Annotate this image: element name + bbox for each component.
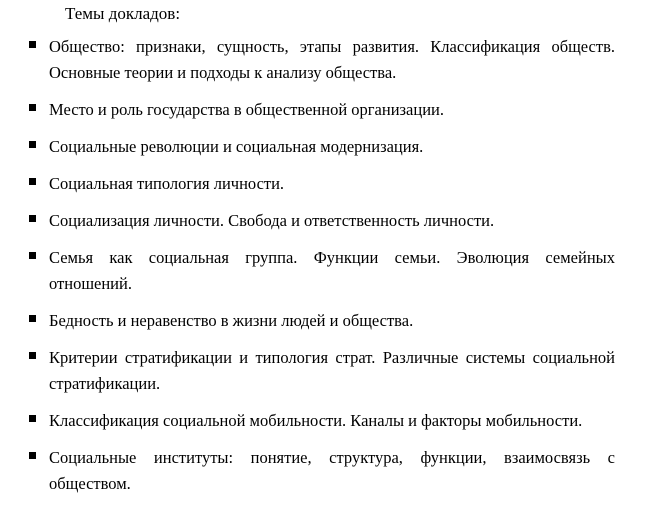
square-bullet-icon [29, 452, 36, 459]
list-item-text: Социальные революции и социальная модернизация. [49, 137, 424, 156]
list-item-text: Бедность и неравенство в жизни людей и общества. [49, 311, 414, 330]
square-bullet-icon [29, 215, 36, 222]
list-item [0, 134, 666, 160]
list-item [0, 245, 666, 297]
list-item [0, 345, 666, 397]
list-item [0, 34, 666, 86]
square-bullet-icon [29, 415, 36, 422]
list-item [0, 308, 666, 334]
square-bullet-icon [29, 178, 36, 185]
list-item-text: Социализация личности. Свобода и ответственность личности. [49, 211, 495, 230]
list-item [0, 97, 666, 123]
list-item [0, 408, 666, 434]
list-item [0, 445, 666, 497]
list-item-text: Место и роль государства в общественной организации. [49, 100, 444, 119]
square-bullet-icon [29, 252, 36, 259]
list-item-text: Социальные институты: понятие, структура, функции, взаимосвязь с обществом. [49, 448, 615, 493]
list-item-text: Общество: признаки, сущность, этапы развития. Классификация обществ. Основные теории и подходы к анализу общества. [49, 37, 615, 82]
list-item [0, 208, 666, 234]
square-bullet-icon [29, 141, 36, 148]
list-item [0, 171, 666, 197]
list-item-text: Семья как социальная группа. Функции семьи. Эволюция семейных отношений. [49, 248, 615, 293]
topics-heading: Темы докладов: [65, 4, 181, 23]
square-bullet-icon [29, 352, 36, 359]
list-item-text: Социальная типология личности. [49, 174, 285, 193]
list-item-text: Критерии стратификации и типология страт. Различные системы социальной стратификации. [49, 348, 615, 393]
list-item-text: Классификация социальной мобильности. Каналы и факторы мобильности. [49, 411, 583, 430]
square-bullet-icon [29, 41, 36, 48]
topics-list [0, 34, 666, 508]
square-bullet-icon [29, 104, 36, 111]
square-bullet-icon [29, 315, 36, 322]
